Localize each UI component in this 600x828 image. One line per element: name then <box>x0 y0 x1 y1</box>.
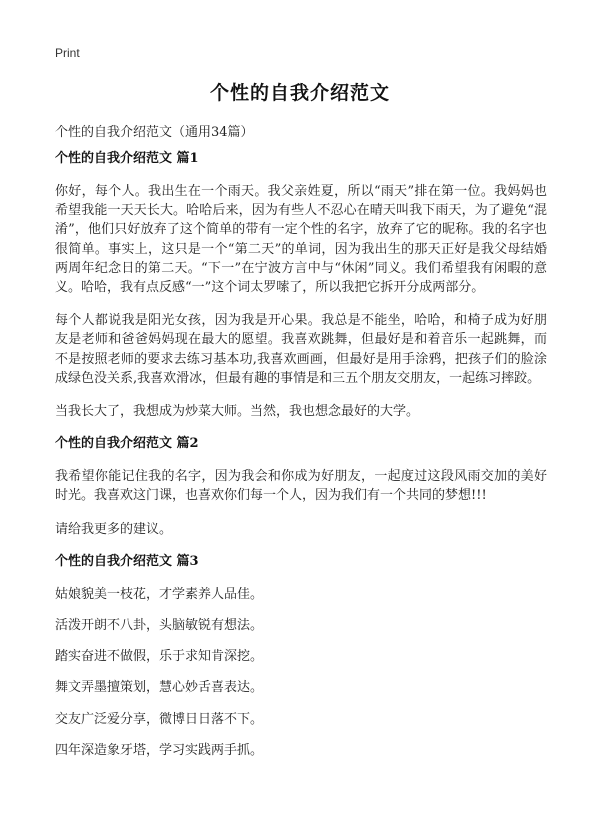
verse-line: 活泼开朗不八卦，头脑敏锐有想法。 <box>55 618 264 634</box>
verse-line: 四年深造象牙塔，学习实践两手抓。 <box>55 742 264 758</box>
section-heading: 个性的自我介绍范文 篇1 <box>55 151 199 166</box>
paragraph: 当我长大了，我想成为炒菜大师。当然，我也想念最好的大学。 <box>55 404 420 420</box>
verse-line: 舞文弄墨擅策划，慧心妙舌喜表达。 <box>55 680 264 696</box>
paragraph: 我希望你能记住我的名字，因为我会和你成为好朋友，一起度过这段风雨交加的美好时光。我喜欢这门课，也喜欢你们每一个人，因为我们有一个共同的梦想!!! <box>55 469 547 504</box>
article-body <box>55 150 547 772</box>
document-subtitle: 个性的自我介绍范文（通用34篇） <box>55 125 254 140</box>
page-title: 个性的自我介绍范文 <box>209 82 390 104</box>
verse-line: 交友广泛爱分享，微博日日落不下。 <box>55 711 264 727</box>
verse-line: 姑娘貌美一枝花，才学素养人品佳。 <box>55 586 264 602</box>
print-link[interactable]: Print <box>55 46 80 60</box>
paragraph: 每个人都说我是阳光女孩，因为我是开心果。我总是不能坐，哈哈，和椅子成为好朋友是老师和爸爸妈妈现在最大的愿望。我喜欢跳舞，但最好是和着音乐一起跳舞，而不是按照老师的要求去练习基本功,我喜欢画画，但最好是用手涂鸦，把孩子们的脸涂成绿色没关系,我喜欢滑冰，但最有趣的事情是和三五个朋友交朋友，一起练习摔跤。 <box>55 313 547 386</box>
section-1 <box>55 150 547 421</box>
section-heading: 个性的自我介绍范文 篇2 <box>55 436 199 452</box>
section-heading: 个性的自我介绍范文 篇3 <box>55 553 199 569</box>
paragraph: 你好，每个人。我出生在一个雨天。我父亲姓夏，所以“雨天”排在第一位。我妈妈也希望我能一天天长大。哈哈后来，因为有些人不忍心在晴天叫我下雨天，为了避免“混淆”，他们只好放弃了这个简单的带有一定个性的名字，放弃了它的昵称。我的名字也很简单。事实上，这只是一个“第二天”的单词，因为我出生的那天正好是我父母结婚两周年纪念日的第二天。“下一”在宁波方言中与“休闲”同义。我们希望我有闲暇的意义。哈哈，我有点反感“一”这个词太罗嗦了，所以我把它拆开分成两部分。 <box>55 184 547 296</box>
section-2 <box>55 435 547 539</box>
paragraph: 请给我更多的建议。 <box>55 521 173 537</box>
verse-line: 踏实奋进不做假，乐于求知肯深挖。 <box>55 649 264 665</box>
section-3 <box>55 553 547 760</box>
